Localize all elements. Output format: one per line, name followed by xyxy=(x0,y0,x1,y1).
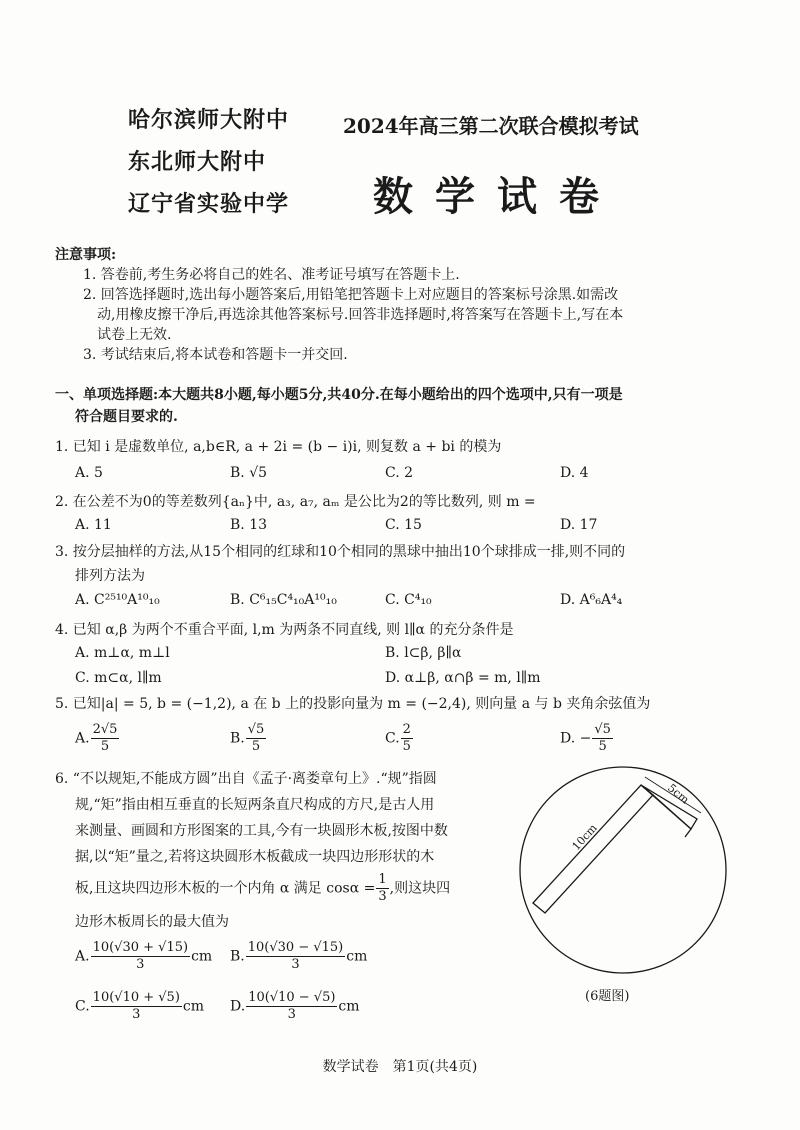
q6-option-c xyxy=(75,990,204,1023)
page-footer: 数学试卷 第1页(共4页) xyxy=(322,1059,478,1075)
q1-option-a: A. 5 xyxy=(75,465,103,481)
q6-cos-numerator: 1 xyxy=(378,872,387,887)
q6-line-1: 6. “不以规矩,不能成方圆”出自《孟子·离娄章句上》.“规”指圆 xyxy=(55,771,437,787)
q6-option-b-label: B. xyxy=(230,948,245,965)
school-name-3: 辽宁省实验中学 xyxy=(128,191,290,217)
section-title: 一、单项选择题:本大题共8小题,每小题5分,共40分.在每小题给出的四个选项中,只有一项是 xyxy=(55,387,623,403)
q5-option-d-numerator: √5 xyxy=(594,722,611,737)
q2-option-c: C. 15 xyxy=(385,517,422,533)
paper-title: 数学试卷 xyxy=(373,173,621,220)
q5-option-a xyxy=(75,722,120,755)
q3-stem-cont: 排列方法为 xyxy=(75,568,145,584)
q5-option-c-denominator: 5 xyxy=(402,739,411,754)
q6-option-b-denominator: 3 xyxy=(291,957,300,972)
note-1: 1. 答卷前,考生务必将自己的姓名、准考证号填写在答题卡上. xyxy=(83,267,460,283)
q5-stem: 5. 已知|a| = 5, b = (−1,2), a 在 b 上的投影向量为 m = (−2,4), 则向量 a 与 b 夹角余弦值为 xyxy=(55,696,651,712)
q5-option-d-denominator: 5 xyxy=(598,739,607,754)
q4-option-a: A. m⊥α, m⊥l xyxy=(75,645,170,661)
q5-option-c-numerator: 2 xyxy=(402,722,411,737)
q6-option-a-fraction xyxy=(91,940,191,973)
q6-option-c-unit: cm xyxy=(182,998,205,1015)
q5-option-d-fraction xyxy=(592,722,613,755)
q6-option-c-label: C. xyxy=(75,998,90,1015)
q6-line-2: 规,“矩”指由相互垂直的长短两条直尺构成的方尺,是古人用 xyxy=(75,797,435,813)
q4-option-b: B. l⊂β, β∥α xyxy=(385,645,462,661)
q2-option-a: A. 11 xyxy=(75,517,112,533)
q5-option-a-label: A. xyxy=(75,730,90,747)
q3-option-c: C. C⁴₁₀ xyxy=(385,592,432,608)
q1-option-c: C. 2 xyxy=(385,465,414,481)
school-name-1: 哈尔滨师大附中 xyxy=(128,107,290,133)
q6-cos-denominator: 3 xyxy=(378,889,387,904)
q2-stem: 2. 在公差不为0的等差数列{aₙ}中, a₃, a₇, aₘ 是公比为2的等比数列, 则 m = xyxy=(55,494,536,510)
q6-option-c-denominator: 3 xyxy=(132,1007,141,1022)
q6-option-d-unit: cm xyxy=(338,998,360,1015)
q6-option-a-unit: cm xyxy=(191,948,213,965)
q6-option-d-denominator: 3 xyxy=(287,1007,296,1022)
q6-option-a-numerator: 10(√30 + √15) xyxy=(92,940,189,955)
q6-line-4: 据,以“矩”量之,若将这块圆形木板截成一块四边形形状的木 xyxy=(75,849,435,865)
q5-option-a-denominator: 5 xyxy=(100,739,110,754)
q3-option-b: B. C⁶₁₅C⁴₁₀A¹⁰₁₀ xyxy=(230,592,337,608)
notes-heading: 注意事项: xyxy=(55,247,117,263)
q6-option-b-unit: cm xyxy=(346,948,368,965)
square-long-arm xyxy=(533,785,653,913)
school-name-2: 东北师大附中 xyxy=(128,149,267,175)
q3-option-d: D. A⁶₆A⁴₄ xyxy=(560,592,623,608)
q3-option-a: A. C²⁵¹⁰A¹⁰₁₀ xyxy=(75,592,160,608)
q5-option-a-numerator: 2√5 xyxy=(92,722,118,737)
q1-option-d: D. 4 xyxy=(560,465,589,481)
short-arm-label: 5cm xyxy=(665,781,692,807)
q6-option-a-label: A. xyxy=(75,948,90,965)
q6-figure xyxy=(505,755,745,985)
q5-option-b-label: B. xyxy=(230,730,245,747)
note-2-cont: 动,用橡皮擦干净后,再选涂其他答案标号.回答非选择题时,将答案写在答题卡上,写在本 xyxy=(97,307,624,323)
q5-option-a-fraction xyxy=(91,722,120,755)
q5-option-d-label: D. − xyxy=(560,730,592,747)
q6-option-d-numerator: 10(√10 − √5) xyxy=(248,990,336,1005)
q1-stem: 1. 已知 i 是虚数单位, a,b∈R, a + 2i = (b − i)i, 则复数 a + bi 的模为 xyxy=(55,439,502,455)
q5-option-c xyxy=(385,722,414,755)
q4-option-d: D. α⊥β, α∩β = m, l∥m xyxy=(385,670,541,686)
q6-option-b xyxy=(230,940,367,973)
square-short-arm-end xyxy=(685,829,691,837)
q2-option-d: D. 17 xyxy=(560,517,598,533)
note-2-end: 试卷上无效. xyxy=(97,327,172,343)
q4-stem: 4. 已知 α,β 为两个不重合平面, l,m 为两条不同直线, 则 l∥α 的充分条件是 xyxy=(55,622,514,638)
q6-cos-fraction xyxy=(376,872,388,905)
q4-option-c: C. m⊂α, l∥m xyxy=(75,670,162,686)
q5-option-b-denominator: 5 xyxy=(251,739,261,754)
q6-option-b-fraction xyxy=(246,940,346,973)
q6-option-a xyxy=(75,940,212,973)
q6-option-c-fraction xyxy=(91,990,182,1023)
q5-option-b-fraction xyxy=(246,722,267,755)
q3-stem: 3. 按分层抽样的方法,从15个相同的红球和10个相同的黑球中抽出10个球排成一排,则不同的 xyxy=(55,544,626,560)
note-3: 3. 考试结束后,将本试卷和答题卡一并交回. xyxy=(83,347,348,363)
q5-option-c-label: C. xyxy=(385,730,400,747)
q5-option-b xyxy=(230,722,267,755)
exam-title: 2024年高三第二次联合模拟考试 xyxy=(343,114,639,138)
q6-option-d-label: D. xyxy=(230,998,246,1015)
long-arm-label: 10cm xyxy=(569,821,600,854)
q5-option-d xyxy=(560,722,614,755)
round-board-circle xyxy=(520,767,726,973)
figure-caption: (6题图) xyxy=(585,989,630,1004)
note-2: 2. 回答选择题时,选出每小题答案后,用铅笔把答题卡上对应题目的答案标号涂黑.如需改 xyxy=(83,287,619,303)
q1-option-b: B. √5 xyxy=(230,465,268,481)
q2-option-b: B. 13 xyxy=(230,517,268,533)
q6-option-d-fraction xyxy=(246,990,337,1023)
q5-option-c-fraction xyxy=(401,722,413,755)
section-title-cont: 符合题目要求的. xyxy=(75,409,178,425)
q6-line-6: 边形木板周长的最大值为 xyxy=(75,914,229,930)
q6-line-5-post: ,则这块四 xyxy=(389,880,451,897)
q6-line-5 xyxy=(75,872,450,905)
q6-line-5-pre: 板,且这块四边形木板的一个内角 α 满足 cosα = xyxy=(75,880,376,897)
q6-option-c-numerator: 10(√10 + √5) xyxy=(92,990,180,1005)
q6-option-a-denominator: 3 xyxy=(136,957,145,972)
q6-option-d xyxy=(230,990,360,1023)
q6-option-b-numerator: 10(√30 − √15) xyxy=(247,940,344,955)
q6-line-3: 来测量、画圆和方形图案的工具,今有一块圆形木板,按图中数 xyxy=(75,823,448,839)
q5-option-b-numerator: √5 xyxy=(247,722,265,737)
